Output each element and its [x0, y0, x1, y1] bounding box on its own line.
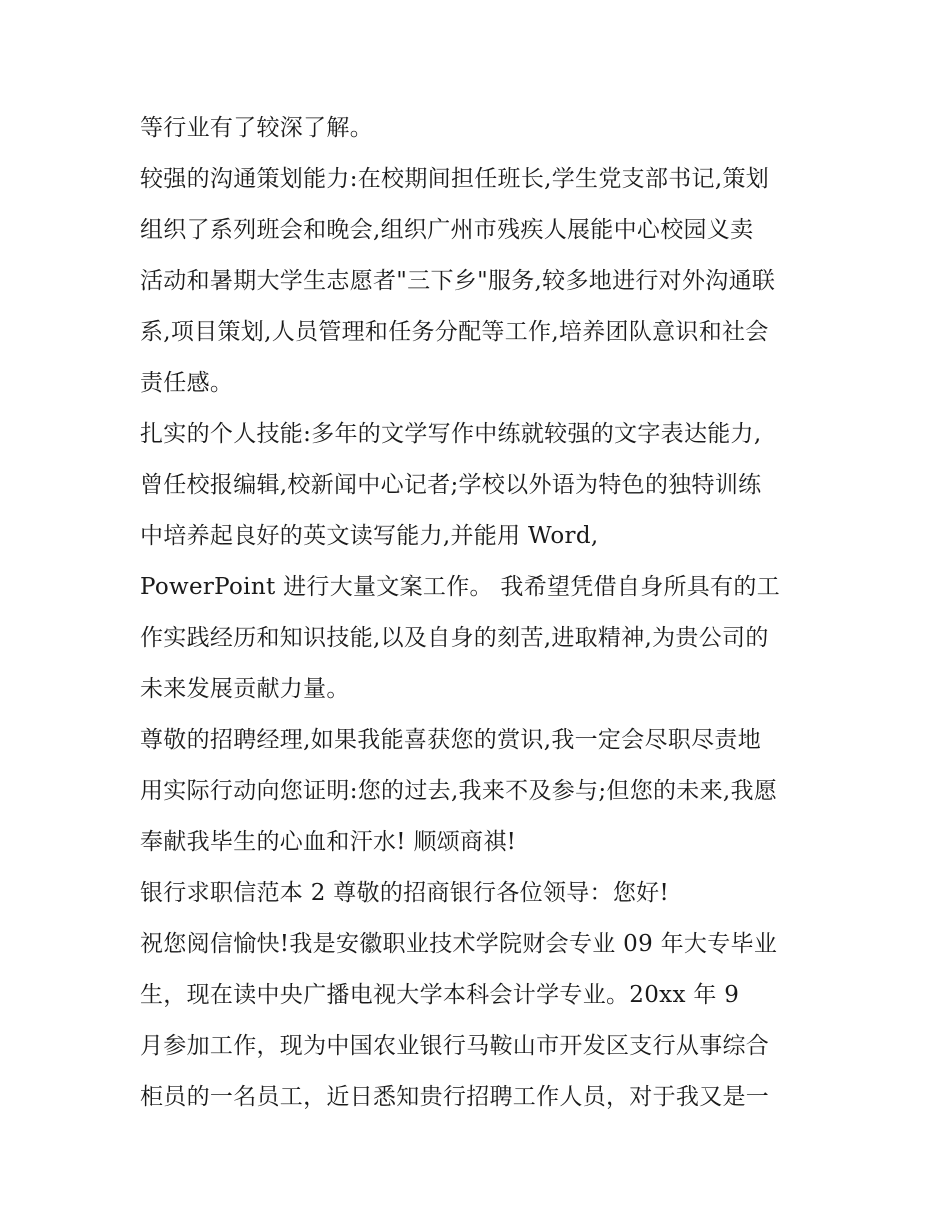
- text-line: 中培养起良好的英文读写能力,并能用 Word,: [140, 523, 599, 549]
- document-body: [140, 106, 820, 1126]
- text-line: PowerPoint 进行大量文案工作。 我希望凭借自身所具有的工: [140, 574, 781, 600]
- text-line: 等行业有了较深了解。: [140, 115, 373, 141]
- text-line: 系,项目策划,人员管理和任务分配等工作,培养团队意识和社会: [140, 319, 769, 345]
- text-line: 未来发展贡献力量。: [140, 676, 350, 702]
- text-line: 生，现在读中央广播电视大学本科会计学专业。20xx 年 9: [140, 982, 740, 1008]
- text-line: 奉献我毕生的心血和汗水! 顺颂商祺!: [140, 829, 517, 855]
- text-line: 银行求职信范本 2 尊敬的招商银行各位领导：您好!: [140, 880, 669, 906]
- text-line: 祝您阅信愉快!我是安徽职业技术学院财会专业 09 年大专毕业: [140, 931, 778, 957]
- text-line: 曾任校报编辑,校新闻中心记者;学校以外语为特色的独特训练: [140, 472, 762, 498]
- text-line: 较强的沟通策划能力:在校期间担任班长,学生党支部书记,策划: [140, 166, 770, 192]
- text-line: 月参加工作，现为中国农业银行马鞍山市开发区支行从事综合: [140, 1033, 770, 1059]
- text-line: 扎实的个人技能:多年的文学写作中练就较强的文字表达能力,: [140, 421, 762, 447]
- text-line: 活动和暑期大学生志愿者"三下乡"服务,较多地进行对外沟通联: [140, 268, 776, 294]
- text-line: 组织了系列班会和晚会,组织广州市残疾人展能中心校园义卖: [140, 217, 754, 243]
- text-line: 作实践经历和知识技能,以及自身的刻苦,进取精神,为贵公司的: [140, 625, 769, 651]
- text-line: 尊敬的招聘经理,如果我能喜获您的赏识,我一定会尽职尽责地: [140, 727, 762, 753]
- text-line: 用实际行动向您证明:您的过去,我来不及参与;但您的未来,我愿: [140, 778, 778, 804]
- text-line: 责任感。: [140, 370, 234, 396]
- text-line: 柜员的一名员工，近日悉知贵行招聘工作人员，对于我又是一: [140, 1084, 770, 1110]
